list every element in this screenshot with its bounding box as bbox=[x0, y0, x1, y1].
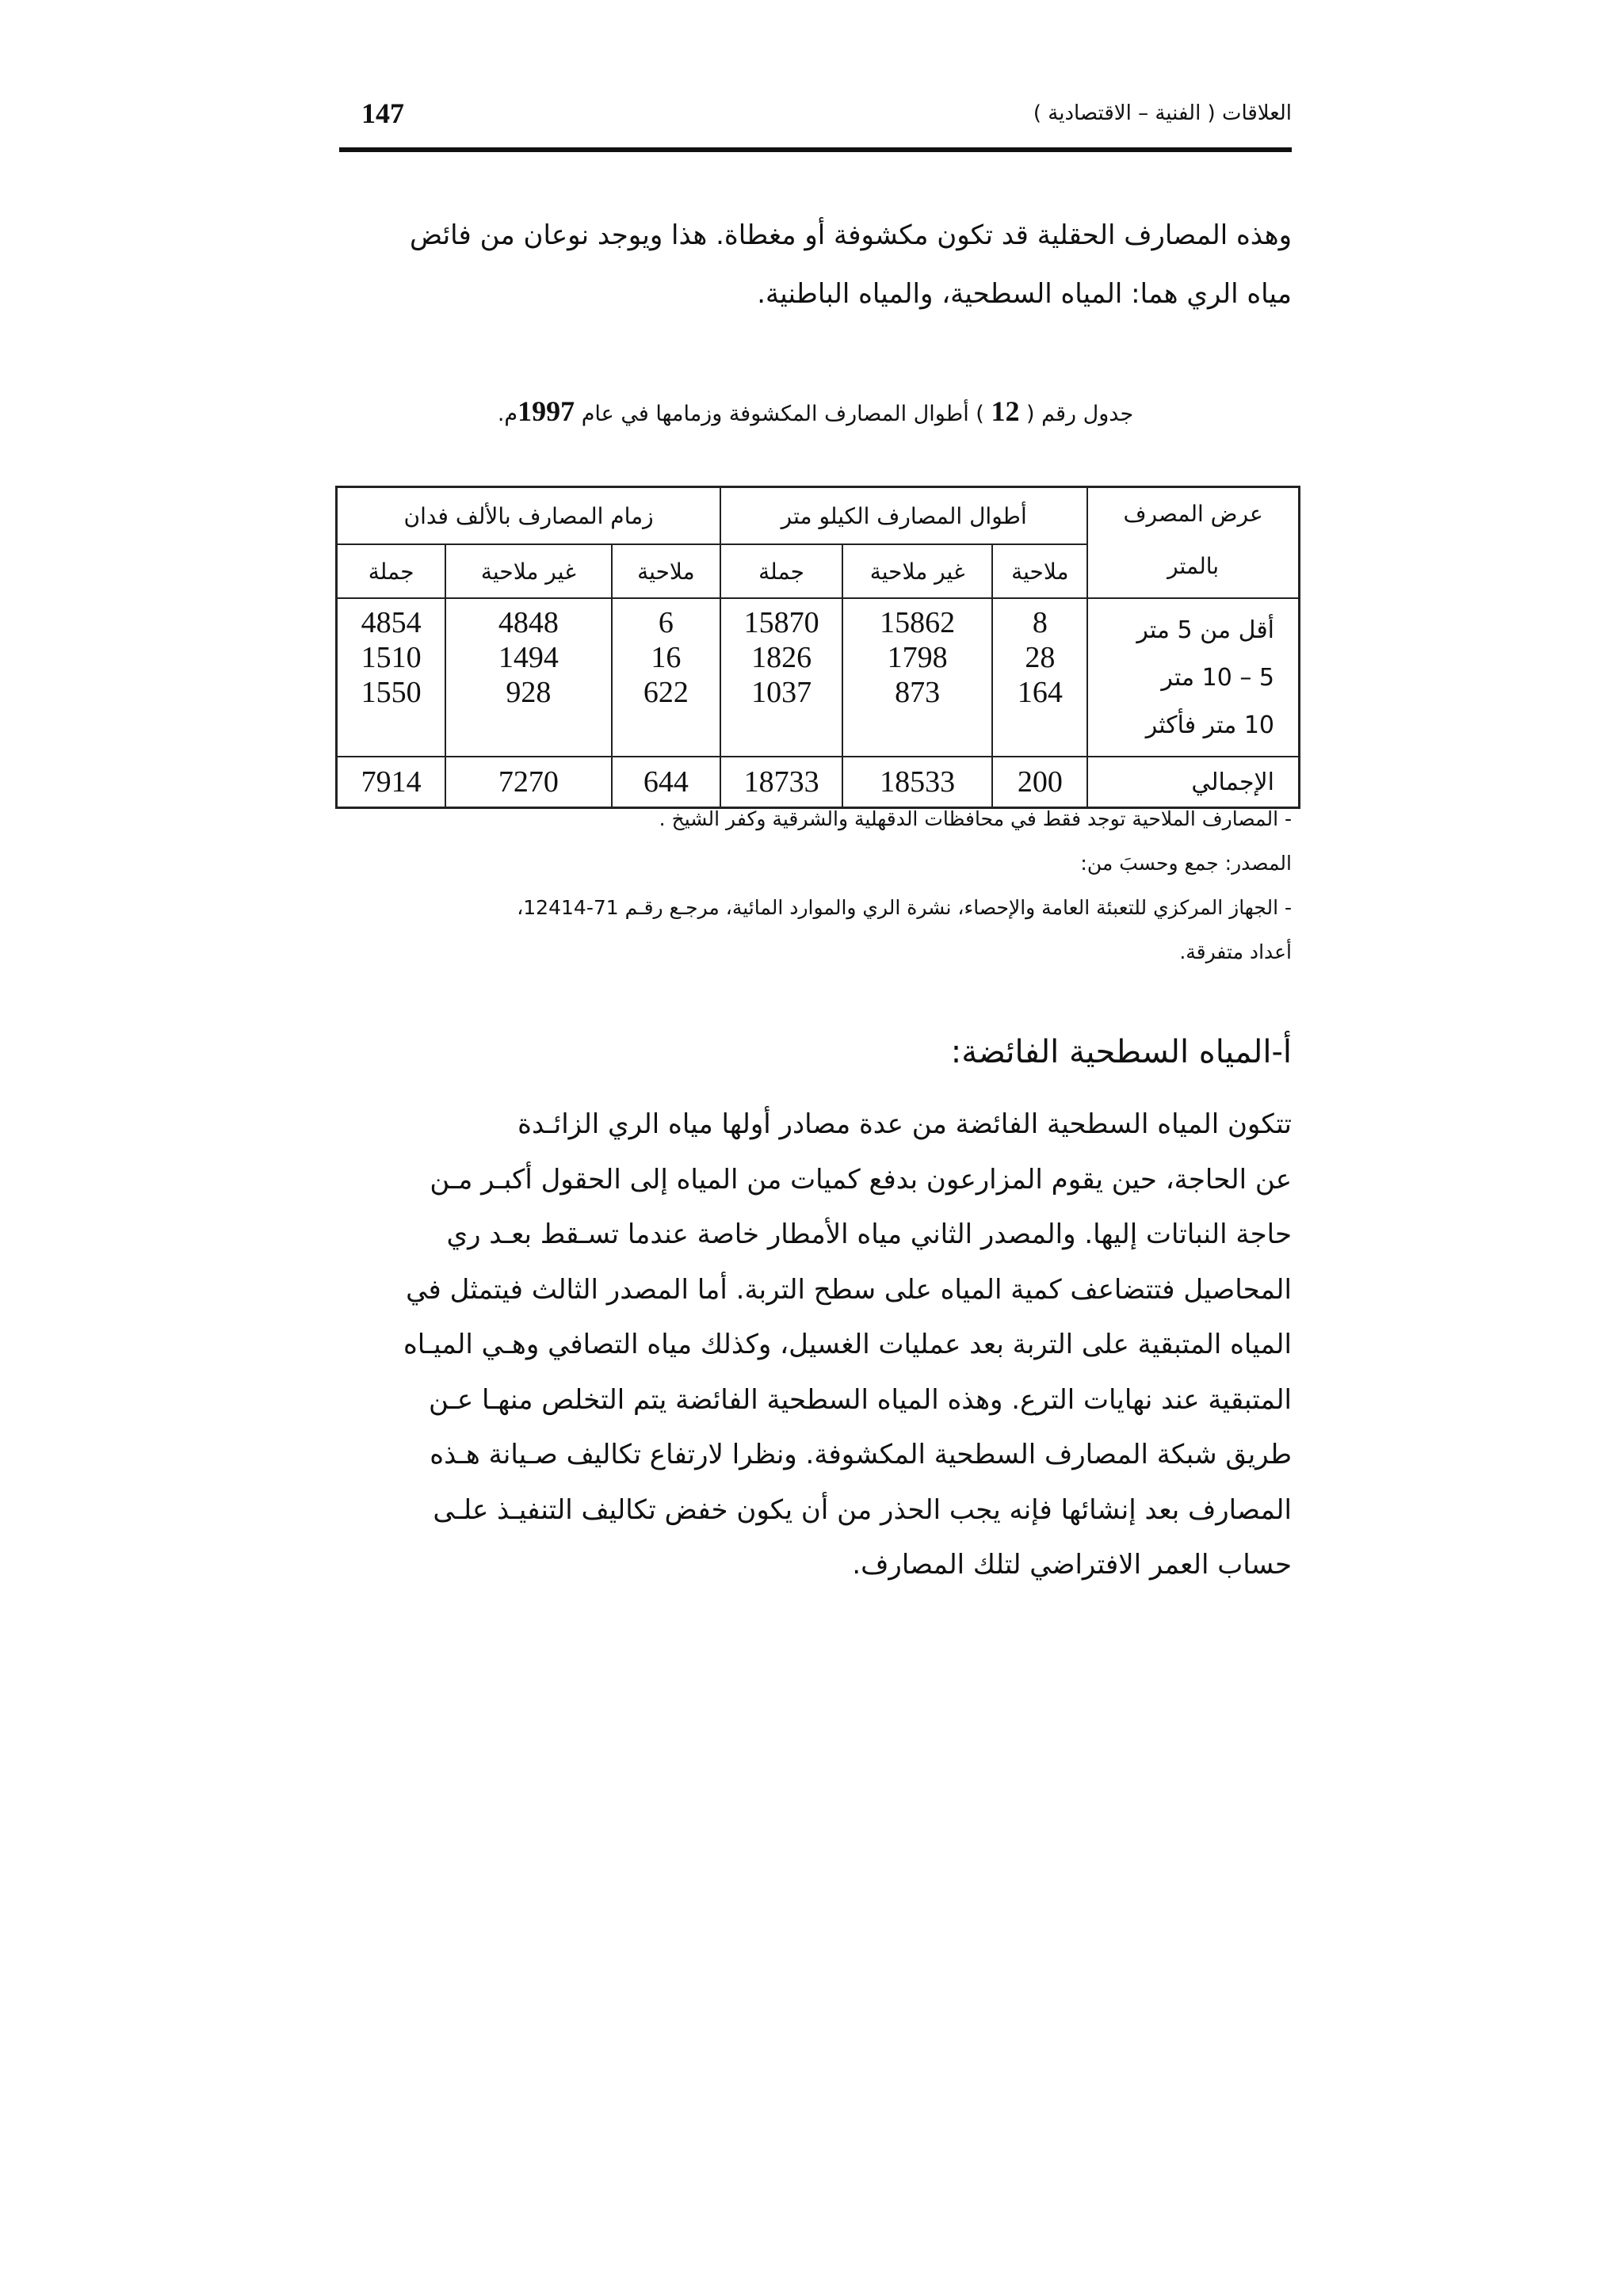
subheader-cell: غير ملاحية bbox=[445, 544, 611, 598]
table-header-row bbox=[337, 487, 1300, 545]
source-label: المصدر: جمع وحسبَ من: bbox=[1080, 852, 1292, 875]
caption-year: 1997 bbox=[517, 395, 575, 427]
row-labels-cell bbox=[1087, 598, 1299, 757]
data-cell: 4848 1494 928 bbox=[445, 598, 611, 757]
row-label: 5 – 10 متر bbox=[1161, 664, 1274, 692]
total-label: الإجمالي bbox=[1087, 757, 1299, 808]
section-paragraph bbox=[341, 1097, 1292, 1593]
total-cell: 7270 bbox=[445, 757, 611, 808]
table-body-row bbox=[337, 598, 1300, 757]
total-cell: 200 bbox=[992, 757, 1087, 808]
source-line: أعداد متفرقة. bbox=[1179, 940, 1292, 963]
table-notes bbox=[341, 797, 1292, 974]
paragraph-line: المصارف بعد إنشائها فإنه يجب الحذر من أن يكون خفض تكاليف التنفيـذ علـى bbox=[433, 1493, 1292, 1526]
paragraph-line: المياه المتبقية على التربة بعد عمليات الغسيل، وكذلك مياه التصافي وهـي الميـاه bbox=[403, 1329, 1292, 1360]
caption-suffix: م. bbox=[497, 402, 518, 426]
table-caption bbox=[339, 395, 1292, 428]
intro-line-1: وهذه المصارف الحقلية قد تكون مكشوفة أو مغطاة. هذا ويوجد نوعان من فائض bbox=[410, 219, 1292, 251]
subheader-cell: جملة bbox=[337, 544, 446, 598]
subheader-cell: جملة bbox=[720, 544, 842, 598]
total-cell: 7914 bbox=[337, 757, 446, 808]
caption-prefix: جدول رقم ( bbox=[1026, 402, 1134, 426]
source-line: - الجهاز المركزي للتعبئة العامة والإحصاء، نشرة الري والموارد المائية، مرجـع رقـم 71-12414، bbox=[517, 896, 1292, 919]
data-cell: 15870 1826 1037 bbox=[720, 598, 842, 757]
data-cell: 6 16 622 bbox=[612, 598, 721, 757]
total-cell: 644 bbox=[612, 757, 721, 808]
data-cell: 4854 1510 1550 bbox=[337, 598, 446, 757]
page-number: 147 bbox=[361, 97, 404, 129]
paragraph-line: طريق شبكة المصارف السطحية المكشوفة. ونظرا لارتفاع تكاليف صـيانة هـذه bbox=[430, 1439, 1292, 1470]
total-cell: 18733 bbox=[720, 757, 842, 808]
subheader-cell: ملاحية bbox=[992, 544, 1087, 598]
corner-header: عرض المصرف بالمتر bbox=[1087, 487, 1299, 599]
paragraph-line: تتكون المياه السطحية الفائضة من عدة مصادر أولها مياه الري الزائـدة bbox=[517, 1108, 1292, 1140]
row-label: أقل من 5 متر bbox=[1136, 616, 1274, 644]
page-header bbox=[339, 97, 1292, 152]
paragraph-line: المحاصيل فتتضاعف كمية المياه على سطح التربة. أما المصدر الثالث فيتمثل في bbox=[406, 1273, 1292, 1306]
caption-middle: ) أطوال المصارف المكشوفة وزمامها في عام bbox=[581, 402, 984, 426]
paragraph-line: حاجة النباتات إليها. والمصدر الثاني مياه الأمطار خاصة عندما تسـقط بعـد ري bbox=[446, 1219, 1292, 1250]
data-cell: 15862 1798 873 bbox=[842, 598, 993, 757]
caption-number: 12 bbox=[991, 395, 1020, 427]
group-header-lengths: أطوال المصارف الكيلو متر bbox=[720, 487, 1087, 545]
drains-table bbox=[335, 486, 1300, 809]
subheader-cell: غير ملاحية bbox=[842, 544, 993, 598]
paragraph-line: حساب العمر الافتراضي لتلك المصارف. bbox=[852, 1549, 1292, 1581]
note-line: - المصارف الملاحية توجد فقط في محافظات الدقهلية والشرقية وكفر الشيخ . bbox=[659, 807, 1292, 830]
intro-paragraph bbox=[341, 206, 1292, 323]
total-cell: 18533 bbox=[842, 757, 993, 808]
header-title: العلاقات ( الفنية – الاقتصادية ) bbox=[1033, 101, 1292, 125]
paragraph-line: عن الحاجة، حين يقوم المزارعون بدفع كميات من المياه إلى الحقول أكبـر مـن bbox=[430, 1163, 1292, 1196]
data-cell: 8 28 164 bbox=[992, 598, 1087, 757]
subheader-cell: ملاحية bbox=[612, 544, 721, 598]
paragraph-line: المتبقية عند نهايات الترع. وهذه المياه السطحية الفائضة يتم التخلص منهـا عـن bbox=[429, 1383, 1292, 1416]
row-label: 10 متر فأكثر bbox=[1145, 711, 1274, 739]
section-heading: أ-المياه السطحية الفائضة: bbox=[950, 1034, 1292, 1070]
group-header-areas: زمام المصارف بالألف فدان bbox=[337, 487, 721, 545]
intro-line-2: مياه الري هما: المياه السطحية، والمياه الباطنية. bbox=[757, 278, 1292, 310]
